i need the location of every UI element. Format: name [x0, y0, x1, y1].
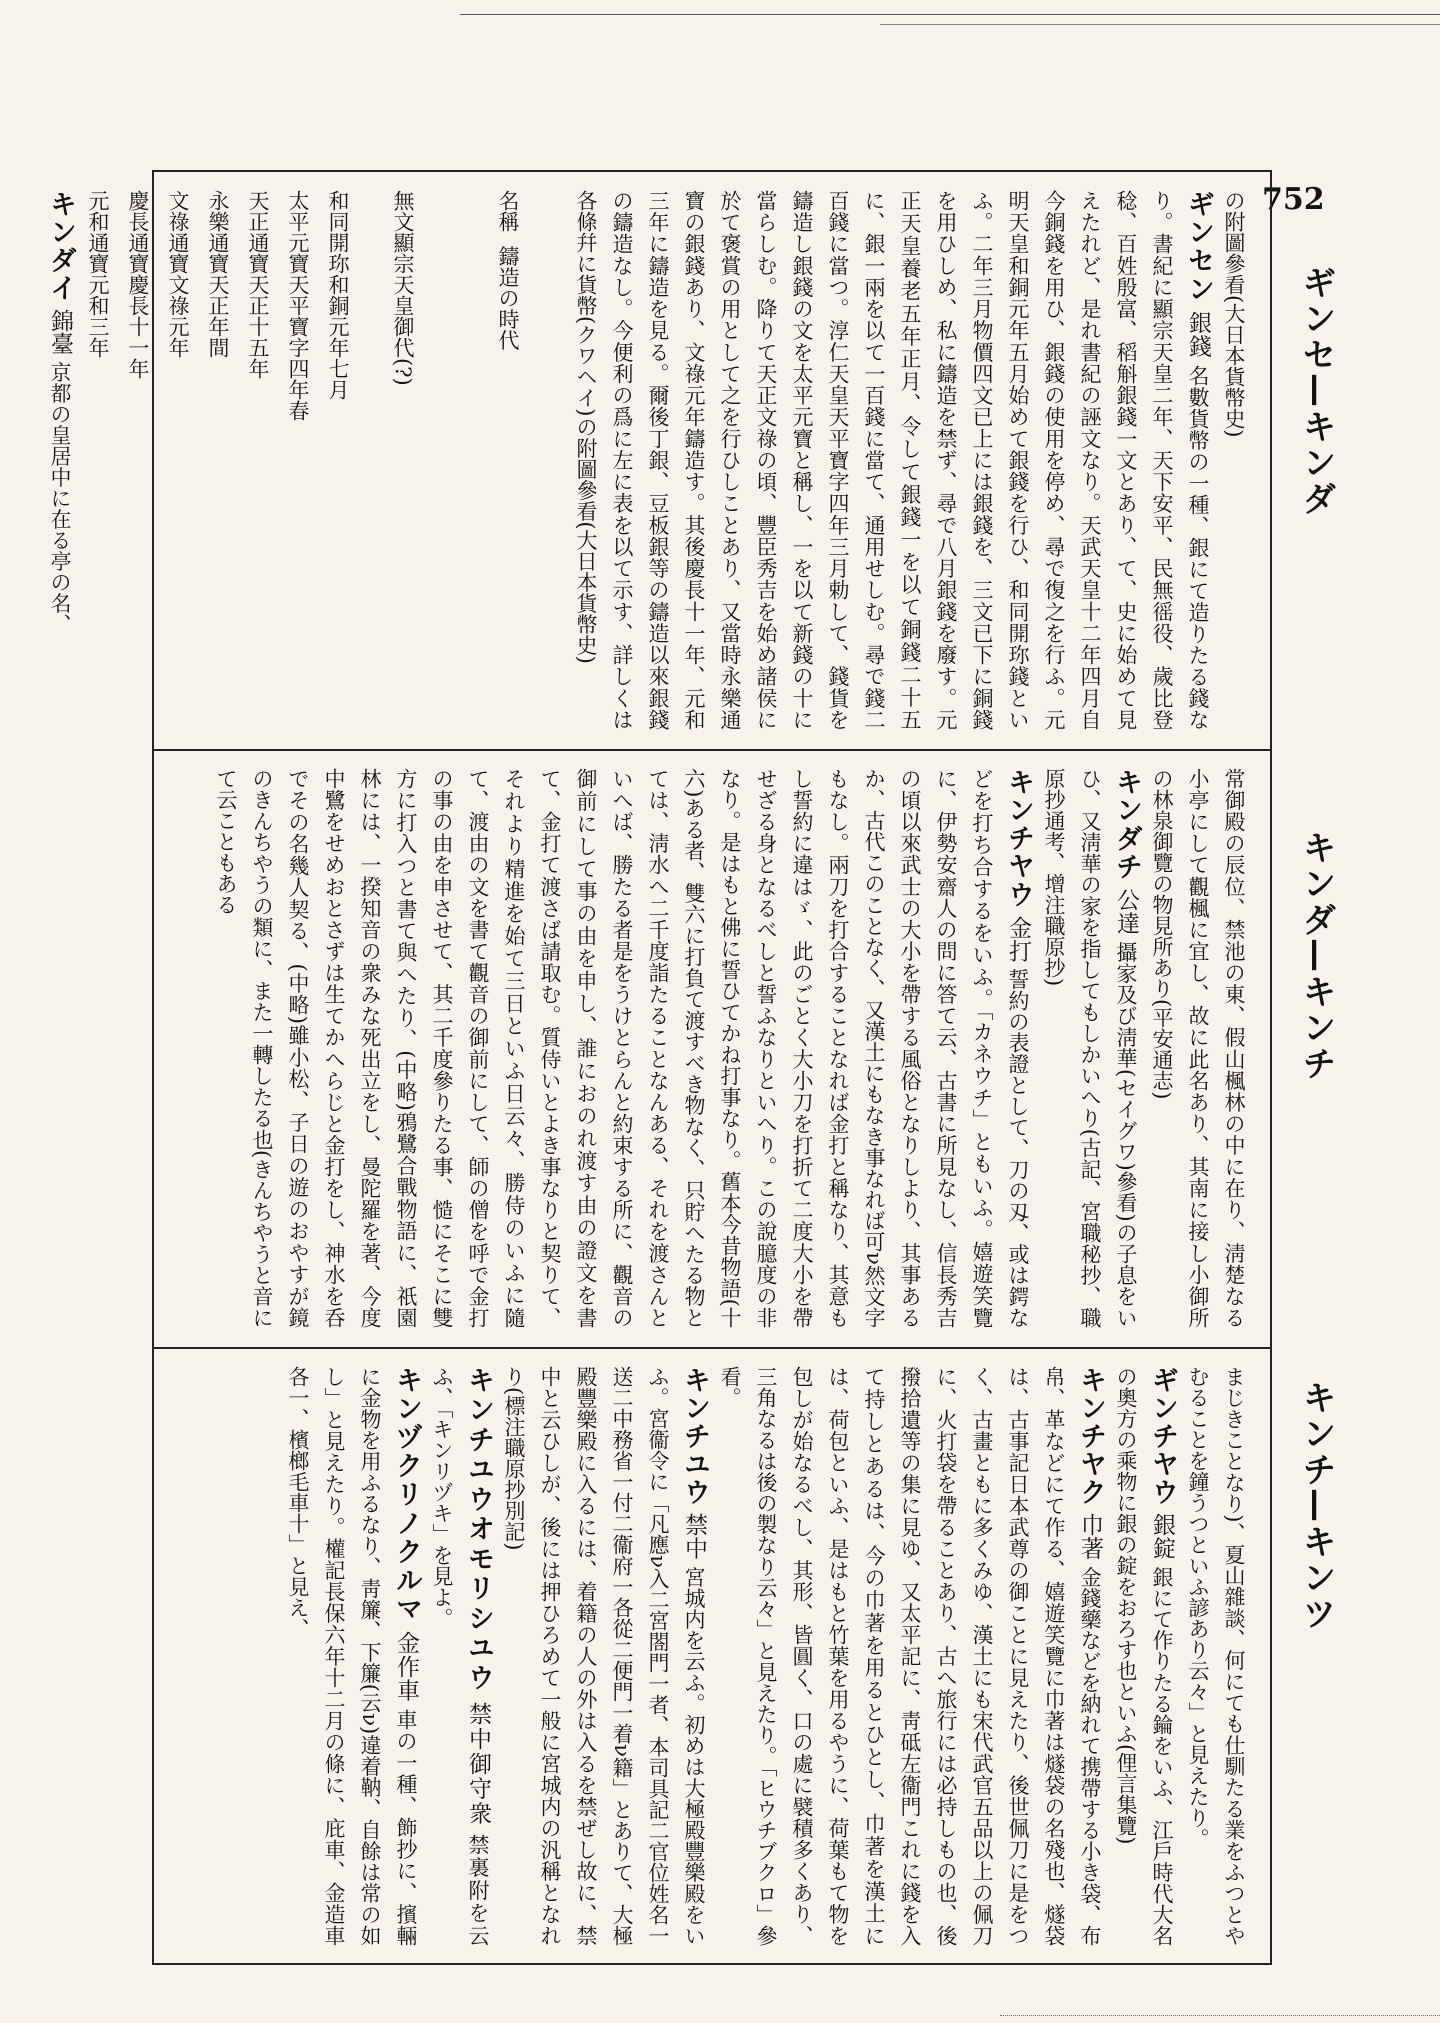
- bottom-rule: [1000, 2015, 1440, 2016]
- headword-kinchou: キンチヤウ: [1003, 768, 1034, 909]
- continuation-text: 常御殿の辰位、禁池の東、假山楓林の中に在り、淸楚なる小亭にして觀楓に宜し、故に此名あり、其南に接し小御所の林泉御覽の物見所あり(平安通志): [1150, 768, 1246, 1328]
- text-kinchuu-mamori: 禁裏附を云ふ、「キンリヅキ」を見よ。: [430, 1366, 490, 1946]
- bottom-tier: [172, 1366, 1252, 1946]
- table-row: 元和通寶元和三年: [86, 190, 110, 358]
- guide-word-3: キンチ—キンツ: [1296, 1380, 1336, 1632]
- tier-divider-2: [154, 1347, 1270, 1349]
- gloss-kinchuu-mamori: 禁中御守衆: [465, 1701, 491, 1826]
- table-row: 文祿通寶文祿元年: [166, 190, 190, 358]
- page-frame: [45, 170, 1272, 1965]
- headword-kinchuu-mamori: キンチユウオモリシユウ: [463, 1366, 494, 1694]
- entry-kindachi: [1036, 768, 1144, 1328]
- headword-kindai: キンダイ: [45, 190, 76, 302]
- guide-word-2: キンダ—キンチ: [1296, 830, 1336, 1082]
- table-row: 和同開珎和銅元年七月: [326, 190, 350, 400]
- entry-kinzukuri: [280, 1366, 424, 1946]
- entry-kindai: [42, 190, 78, 730]
- table-row: 太平元寶天平寶字四年春: [286, 190, 310, 421]
- gloss-kinchou: 金打: [1005, 915, 1031, 962]
- text-ginchou: 銀にて作りたる錀をいふ、江戶時代大名の奧方の乘物に銀の錠をおろす也といふ(俚言集覽): [1114, 1366, 1174, 1946]
- headword-kinchuu: キンチユウ: [679, 1366, 710, 1507]
- gloss-kinzukuri: 金作車: [393, 1630, 419, 1702]
- guide-word-1: ギンセ—キンダ: [1296, 265, 1336, 517]
- text-kindachi: 攝家及び淸華(セイグワ)參看)の子息をいひ、又淸華の家を指してもしかいへり(古記、宮職秘抄、職原抄通考、增注職原抄): [1042, 768, 1138, 1328]
- top-rule-2: [880, 24, 1440, 25]
- text-kinchuu: 宮城内を云ふ。初めは大極殿豐樂殿をいふ。宮衞令に「凡應ν入二宮閤門一者、本司具記二官位姓名一送二中務省一付二衞府一各從二便門一着ν籍」とありて、大極殿豐樂殿に入るには、着籍の人の外は入るを禁ぜし故に、禁中と云ひしが、後には押ひろめて一般に宮城内の汎稱となれり(標注職原抄別記): [502, 1366, 706, 1946]
- text-ginsen: 名數貨幣の一種、銀にて造りたる錢なり。書紀に顯宗天皇二年、天下安平、民無徭役、歲比登稔、百姓殷富、稻斛銀錢一文とあり、て、史に始めて見えたれど、是れ書紀の誣文なり。天武天皇十二年四月自今銅錢を用ひ、銀錢の使用を停め、尋で復之を行ふ。元明天皇和銅元年五月始めて銀錢を行ひ、和同開珎錢といふ。二年三月物價四文已上には銀錢を、三文已下に銅錢を用ひしめ、私に鑄造を禁ず、尋で八月銀錢を廢す。元正天皇養老五年正月、令して銀錢一を以て銅錢二十五に、銀一兩を以て一百錢に當て、通用せしむ。尋で錢二百錢に當つ。淳仁天皇天平寶字四年三月勅して、錢貨を鑄造し銀錢の文を太平元寶と稱し、一を以て新錢の十に當らしむ。降りて天正文祿の頃、豐臣秀吉を始め諸侯に於て褒賞の用として之を行ひしことあり、又當時永樂通寶の銀錢あり、文祿元年鑄造す。其後慶長十一年、元和三年に鑄造を見る。爾後丁銀、豆板銀等の鑄造以來銀錢の鑄造なし。今便利の爲に左に表を以て示す、詳しくは各條幷に貨幣(クワヘイ)の附圖參看(大日本貨幣史): [574, 190, 1210, 730]
- continuation-text: まじきことなり)、夏山雜談、何にても仕馴たる業をふつとやむることを鐘うつといふ諺あり云々」と見えたり。: [1186, 1366, 1246, 1946]
- headword-kinzukuri: キンヅクリノクルマ: [391, 1366, 422, 1624]
- gloss-kindachi: 公達: [1113, 887, 1139, 935]
- entry-kinchuu-mamori: [424, 1366, 496, 1946]
- text-kinzukuri: 車の一種、飾抄に、擯輛に金物を用ふるなり、靑簾、下簾(云ν)違着靹、自餘は常の如し」と見えたり。權記長保六年十二月の條に、庇車、金造車各一、檳榔毛車十」と見え、: [286, 1366, 418, 1946]
- entry-kinchaku: [712, 1366, 1108, 1946]
- tier-divider-1: [154, 749, 1270, 751]
- table-col-name: 名稱: [496, 190, 520, 232]
- entry-kinchuu: [496, 1366, 712, 1946]
- top-tier: [45, 190, 1252, 730]
- table-row: 無文顯宗天皇御代(?): [391, 190, 415, 386]
- text-kinchaku: 金錢藥などを納れて携帶する小き袋、布帛、革などにて作る、嬉遊笑覽に巾著は燧袋の名殘也、燧袋は、古事記日本武尊の御ことに見えたり、後世佩刀に是をつく、古畫ともに多くみゆ、漢土にも宋代武官五品以上の佩刀に、火打袋を帶ることあり、古へ旅行には必持しもの也、後撥拾遺等の集に見ゆ、又太平記に、靑砥左衞門これに錢を入て持しとあるは、今の巾著を用るとひとし、巾著を漢土には、荷包といふ、是はもと竹葉を用るやうに、荷葉もて物を包しが始なるべし、其形、皆圓く、口の處に襞積多くあり、三角なるは後の製なり云々」と見えたり。「ヒウチブクロ」參看。: [718, 1366, 1102, 1946]
- gloss-ginsen: 銀錢: [1185, 311, 1211, 359]
- table-col-era: 鑄造の時代: [496, 245, 520, 351]
- headword-ginsen: ギンセン: [1183, 190, 1214, 304]
- table-row: 永樂通寶天正年間: [206, 190, 230, 358]
- text-kinchou: 誓約の表證として、刀の刄、或は鍔などを打ち合するをいふ。「カネウチ」ともいふ。嬉遊笑覽に、伊勢安齋人の問に答て云、古書に所見なし、信長秀吉の頃以來武士の大小を帶する風俗となりしより、其事あるか、古代このことなく、又漢土にもなき事なれば可ν然文字もなし。兩刀を打合することなれば金打と稱なり、其意もし誓約に違はゞ、此のごとく大小刀を打折て二度大小を帶せざる身となるべしと誓ふなりといへり。この說臆度の非なり。是はもと佛に誓ひてかね打事なり。舊本今昔物語(十六)ある者、雙六に打負て渡すべき物なく、只貯へたる物とては、淸水へ二千度詣たることなんある、それを渡さんといへば、勝たる者是をうけとらんと約束する所に、觀音の御前にして事の由を申し、誰におのれ渡す由の證文を書て、金打て渡さば請取む。質侍いとよき事なりと契りて、それより精進を始て三日といふ日云々、勝侍のいふに隨て、渡由の文を書て觀音の御前にして、師の僧を呼で金打の事の由を申させて、其二千度參りたる事、慥にそこに雙方に打入つと書て與へたり、(中略)鴉鷺合戰物語に、祇園林には、一揆知音の衆みな死出立をし、曼陀羅を著、今度中鷺をせめおとさずは生てかへらじと金打をし、神水を呑でその名幾人契る、(中略)雖小松、子日の遊のおやすが鏡のきんちやうの類に、また一轉したる也(きんちやうと音にて云こともある: [214, 768, 1030, 1329]
- entry-ginchou: [1108, 1366, 1180, 1946]
- gloss-ginchou: 銀錠: [1149, 1513, 1175, 1560]
- headword-kinchaku: キンチヤク: [1075, 1366, 1106, 1507]
- table-row: 天正通寶天正十五年: [246, 190, 270, 379]
- table-row: 慶長通寶慶長十一年: [126, 190, 150, 379]
- text-kindai: 京都の皇居中に在る亭の名、: [48, 361, 72, 635]
- headword-ginchou: ギンチヤウ: [1147, 1366, 1178, 1507]
- coin-table-header: [448, 190, 568, 730]
- gloss-kinchaku: 巾著: [1077, 1513, 1103, 1560]
- gloss-kindai: 錦臺: [47, 308, 73, 355]
- top-rule: [460, 14, 1440, 15]
- gloss-kinchuu: 禁中: [681, 1513, 707, 1560]
- entry-kinchou: [208, 768, 1036, 1328]
- continuation-text: の附圖參看(大日本貨幣史): [1222, 190, 1246, 438]
- middle-tier: [172, 768, 1252, 1328]
- page-number: 752: [1262, 182, 1325, 217]
- headword-kindachi: キンダチ: [1111, 768, 1142, 882]
- entry-ginsen: [568, 190, 1216, 730]
